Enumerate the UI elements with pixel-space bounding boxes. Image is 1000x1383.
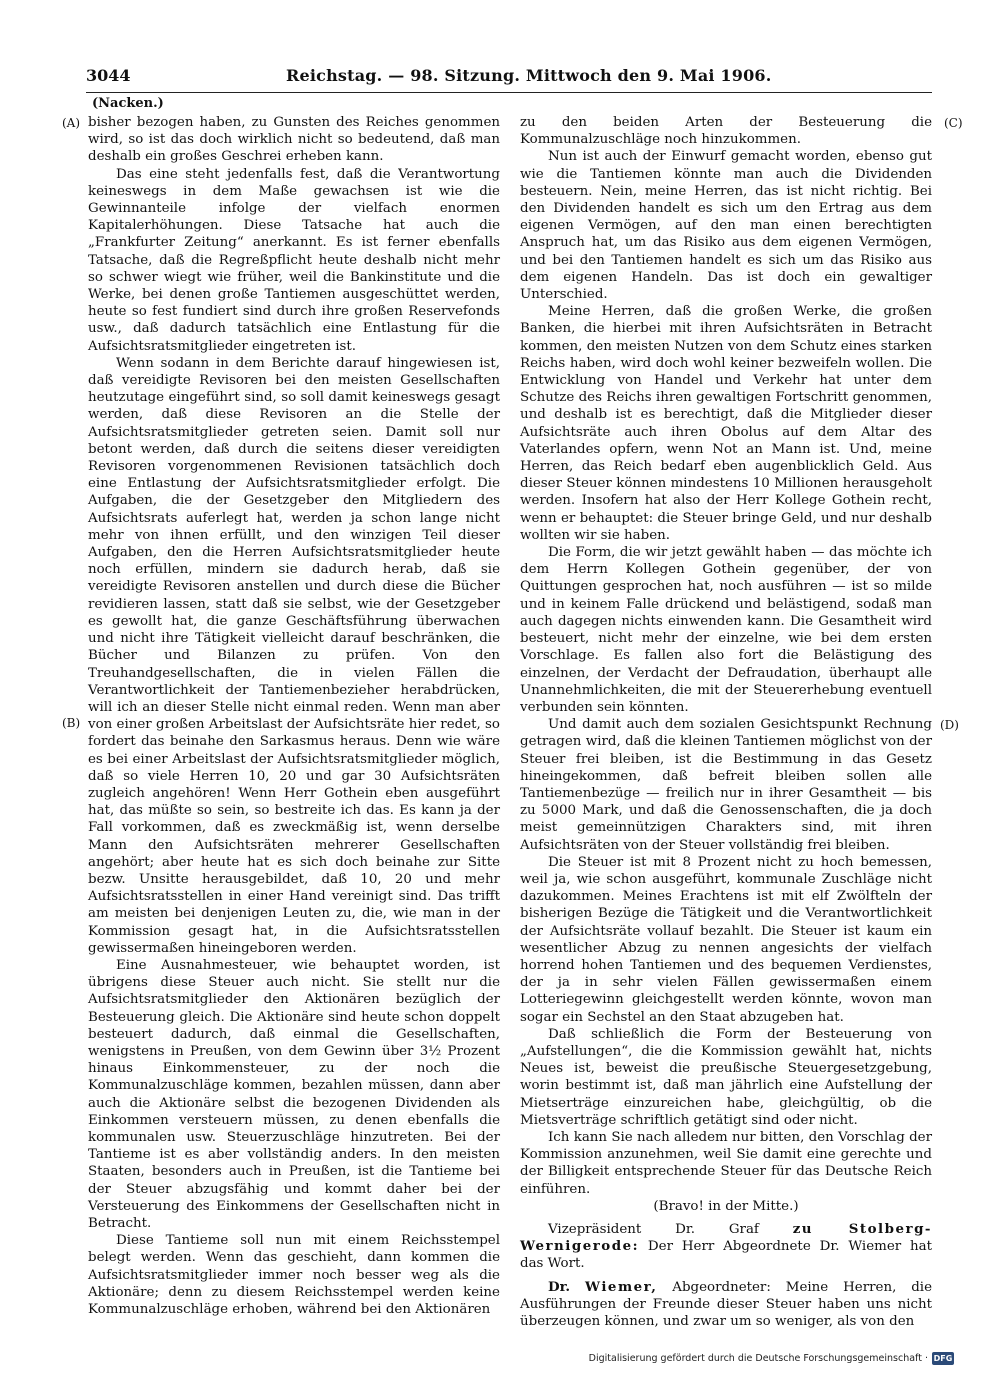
chair-title: Vizepräsident Dr. Graf	[548, 1222, 759, 1237]
margin-marker-a: (A)	[62, 116, 81, 130]
speaker-text: Abgeordneter: Meine Herren, die Ausführungen der Freunde dieser Steuer haben uns nicht überzeugen können, und zwar um so weniger, als von den	[520, 1279, 933, 1330]
page-number: 3044	[86, 66, 131, 85]
speaker-mark: (Nacken.)	[92, 96, 164, 111]
left-column	[88, 114, 500, 1318]
chair-announcement	[520, 1221, 932, 1273]
speaker-intro	[520, 1279, 932, 1331]
margin-marker-c: (C)	[944, 116, 963, 130]
paragraph: Das eine steht jedenfalls fest, daß die Verantwortung keineswegs in dem Maße gewachsen ist wie die Gewinnanteile infolge der vielfach enormen Kapitalerhöhungen. Diese Tatsache hat auch die „Frankfurter Zeitung“ anerkannt. Es ist ferner ebenfalls Tatsache, daß die Regreßpflicht heute deshalb nicht mehr so schwer wiegt wie früher, weil die Bankinstitute und die Werke, bei denen große Tantiemen ausgeschüttet werden, heute so fest fundiert sind durch ihre großen Reservefonds usw., daß dadurch tatsächlich eine Entlastung für die Aufsichtsratsmitglieder eingetreten ist.	[88, 166, 500, 354]
running-title: Reichstag. — 98. Sitzung. Mittwoch den 9. Mai 1906.	[286, 66, 772, 85]
margin-marker-b: (B)	[62, 716, 81, 730]
speaker-name: Wiemer,	[585, 1278, 658, 1295]
paragraph: Eine Ausnahmesteuer, wie behauptet worden, ist übrigens diese Steuer auch nicht. Sie stellt nur die Aufsichtsratsmitglieder den Aktionären bezüglich der Besteuerung gleich. Die Aktionäre sind heute schon doppelt besteuert dadurch, daß einmal die Gesellschaften, wenigstens in Preußen, von dem Gewinn über 3½ Prozent hinaus Einkommensteuer, zu der noch die Kommunalzuschläge kommen, bezahlen müssen, dann aber auch die Aktionäre selbst die bezogenen Dividenden als Einkommen versteuern müssen, zu denen ebenfalls die kommunalen usw. Steuerzuschläge hinzutreten. Bei der Tantieme ist es aber vollständig anders. In den meisten Staaten, besonders auch in Preußen, ist die Tantieme bei der Steuer abzugsfähig und kommt daher bei der Versteuerung des Einkommens der Gesellschaften nicht in Betracht.	[88, 957, 500, 1231]
paragraph: zu den beiden Arten der Besteuerung die Kommunalzuschläge noch hinzukommen.	[520, 115, 932, 148]
speaker-prefix: Dr.	[548, 1278, 571, 1295]
paragraph: Diese Tantieme soll nun mit einem Reichsstempel belegt werden. Wenn das geschieht, dann kommen die Aufsichtsratsmitglieder immer noch besser weg als die Aktionäre; denn zu diesem Reichsstempel werden keine Kommunalzuschläge erhoben, während bei den Aktionären	[88, 1233, 500, 1318]
right-column	[520, 114, 932, 1330]
paragraph: bisher bezogen haben, zu Gunsten des Reiches genommen wird, so ist das doch wirklich nicht so bedeutend, daß man deshalb ein großes Geschrei erheben kann.	[88, 115, 500, 165]
paragraph: Ich kann Sie nach alledem nur bitten, den Vorschlag der Kommission anzunehmen, weil Sie damit eine gerechte und der Billigkeit entsprechende Steuer für das Deutsche Reich einführen.	[520, 1129, 932, 1197]
paragraph: Meine Herren, daß die großen Werke, die großen Banken, die hierbei mit ihren Aufsichtsräten in Betracht kommen, den meisten Nutzen von dem Schutz eines starken Reichs haben, wird doch wohl keiner bezweifeln wollen. Die Entwicklung von Handel und Verkehr hat unter dem Schutze des Reichs ihren gewaltigen Fortschritt genommen, und deshalb ist es berechtigt, daß die Mitglieder dieser Aufsichtsräte auch ihren Obolus auf dem Altar des Vaterlandes opfern, wenn Not an Mann ist. Und, meine Herren, das Reich bedarf eben augenblicklich Geld. Aus dieser Steuer können mindestens 10 Millionen herausgeholt werden. Insofern hat also der Herr Kollege Gothein recht, wenn er behauptet: die Steuer bringe Geld, und nur deshalb wollten wir sie haben.	[520, 304, 932, 543]
paragraph: Nun ist auch der Einwurf gemacht worden, ebenso gut wie die Tantiemen könnte man auch die Dividenden besteuern. Nein, meine Herren, das ist nicht richtig. Bei den Dividenden handelt es sich um den Ertrag aus dem eigenen Vermögen, auf den man einen berechtigten Anspruch hat, um das Risiko aus dem eigenen Vermögen, und bei den Tantiemen handelt es sich um das Risiko aus dem eigenen Handeln. Das ist doch ein gewaltiger Unterschied.	[520, 149, 932, 303]
chair-name: zu Stolberg-Wernigerode:	[520, 1221, 932, 1255]
paragraph: Und damit auch dem sozialen Gesichtspunkt Rechnung getragen wird, daß die kleinen Tantiemen möglichst von der Steuer frei bleiben, ist die Bestimmung in das Gesetz hineingekommen, daß befreit bleiben sollen alle Tantiemenbezüge — freilich nur in ihrer Gesamtheit — bis zu 5000 Mark, und daß die Genossenschaften, die ja doch meist gemeinnützigen Charakters sind, mit ihren Aufsichtsräten von der Steuer vollständig frei bleiben.	[520, 717, 932, 853]
paragraph: Daß schließlich die Form der Besteuerung von „Aufstellungen“, die die Kommission gewählt hat, nichts Neues ist, beweist die preußische Steuergesetzgebung, worin bestimmt ist, daß man jährlich eine Aufstellung der Mietserträge einzureichen habe, gleichgültig, ob die Mietsverträge schriftlich getätigt sind oder nicht.	[520, 1026, 932, 1128]
paragraph: Die Form, die wir jetzt gewählt haben — das möchte ich dem Herrn Kollegen Gothein gegenüber, der von Quittungen gesprochen hat, noch ausführen — ist so milde und in keinem Falle drückend und belästigend, sodaß man auch dagegen nichts einwenden kann. Die Gesamtheit wird besteuert, nicht mehr der einzelne, wie bei dem ersten Vorschlage. Es fallen also fort die Belästigung des einzelnen, der Verdacht der Defraudation, überhaupt alle Unannehmlichkeiten, die mit der Steuererhebung eventuell verbunden sein könnten.	[520, 545, 932, 715]
dfg-logo-icon: DFG	[933, 1354, 953, 1363]
applause-note: (Bravo! in der Mitte.)	[653, 1198, 799, 1214]
paragraph: Die Steuer ist mit 8 Prozent nicht zu hoch bemessen, weil ja, wie schon ausgeführt, kommunale Zuschläge nicht dazukommen. Meines Erachtens ist mit elf Zwölfteln der bisherigen Bezüge die Tätigkeit und die Verantwortlichkeit der Aufsichtsräte vollauf bezahlt. Die Steuer ist kaum ein wesentlicher Abzug zu nennen angesichts der vielfach horrend hohen Tantiemen und des bequemen Verdienstes, der ja in sehr vielen Fällen gewissermaßen einem Lotteriegewinn gleichgestellt werden könnte, wovon man sogar ein Sechstel an den Staat abzugeben hat.	[520, 854, 932, 1025]
paragraph: Wenn sodann in dem Berichte darauf hingewiesen ist, daß vereidigte Revisoren bei den meisten Gesellschaften heutzutage eingeführt sind, so soll damit keineswegs gesagt werden, daß diese Revisoren an die Stelle der Aufsichtsratsmitglieder getreten seien. Damit soll nur betont werden, daß durch die seitens dieser vereidigten Revisoren vorgenommenen Revisionen tatsächlich doch eine Entlastung der Aufsichtsratsmitglieder erfolgt. Die Aufgaben, die der Gesetzgeber den Mitgliedern des Aufsichtsrats auferlegt hat, werden ja schon lange nicht mehr von ihnen erfüllt, und den winzigen Teil dieser Aufgaben, den die Herren Aufsichtsratsmitglieder heute noch erfüllen, mindern sie dadurch herab, daß sie vereidigte Revisoren anstellen und durch diese die Bücher revidieren lassen, statt daß sie selbst, wie der Gesetzgeber es gewollt hat, die ganze Geschäftsführung überwachen und nicht ihre Tätigkeit vielleicht darauf beschränken, die Bücher und Bilanzen zu prüfen. Von den Treuhandgesellschaften, die in vielen Fällen die Verantwortlichkeit der Tantiemenbezieher herabdrücken, will ich an dieser Stelle nicht einmal reden. Wenn man aber von einer großen Arbeitslast der Aufsichtsräte hier redet, so fordert das beinahe den Sarkasmus heraus. Denn wie wäre es bei einer Arbeitslast der Aufsichtsratsmitglieder möglich, daß so viele Herren 10, 20 und gar 30 Aufsichtsräten zugleich angehören! Wenn Herr Gothein eben ausgeführt hat, das müßte so sein, so bestreite ich das. Es kann ja der Fall vorkommen, daß es zweckmäßig ist, wenn derselbe Mann den Aufsichtsräten mehrerer Gesellschaften angehört; aber heute hat es sich doch beinahe zur Sitte bezw. Unsitte herausgebildet, daß 10, 20 und mehr Aufsichtsratsstellen in einer Hand vereinigt sind. Das trifft am meisten bei denjenigen Leuten zu, die, wie man in der Kommission gesagt hat, in die Aufsichtsratsstellen gewissermaßen hineingeboren werden.	[88, 355, 500, 956]
footer-credit	[589, 1352, 954, 1365]
margin-marker-d: (D)	[940, 718, 959, 732]
chair-text: Der Herr Abgeordnete Dr. Wiemer hat das Wort.	[520, 1239, 932, 1272]
footer-text: Digitalisierung gefördert durch die Deutsche Forschungsgemeinschaft ·	[588, 1353, 928, 1364]
page-header	[86, 64, 932, 93]
